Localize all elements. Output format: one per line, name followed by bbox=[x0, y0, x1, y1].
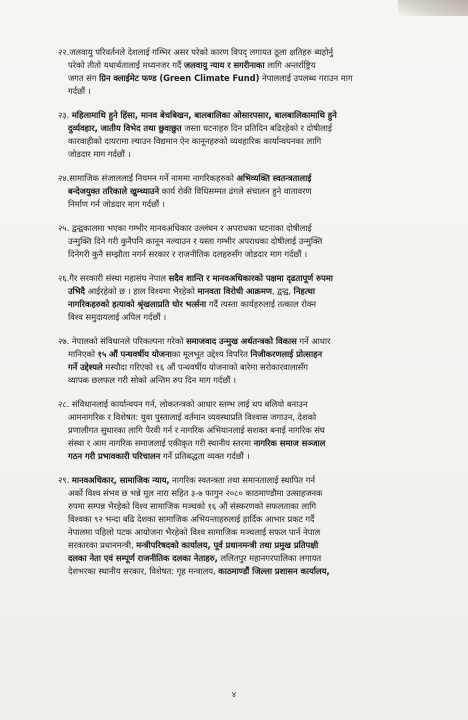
paragraph-line bbox=[58, 72, 438, 85]
text: जस्ता घटनाहरु दिन प्रतिदिन बढिरहेको र दोषीलाई bbox=[181, 123, 332, 133]
paragraph-line bbox=[58, 474, 438, 487]
text: २५. द्वन्द्वकालमा भएका गम्भीर मानवअधिकार उल्लंघन र अपराधका घटनाका दोषीलाई bbox=[58, 223, 312, 233]
paragraph-line bbox=[58, 109, 438, 122]
paragraph-line bbox=[58, 539, 438, 552]
text: जोडदार माग गर्दछौं । bbox=[68, 149, 131, 159]
text: २२.जलवायु परिवर्तनले देशलाई गम्भिर असर परेको कारण विपद् लगायत ठूला क्षतिहरु ब्यहोर्नु bbox=[58, 47, 333, 57]
text: २९. bbox=[58, 475, 72, 485]
bold-text: निहत्था bbox=[293, 286, 315, 296]
text: प्रणालीगत सुधारका लागि पैरवी गर्न र नागरिक अभियानलाई सशक्त बनाई नागरिक संघ bbox=[68, 425, 325, 435]
text: कारवाहीको दायरामा ल्याउन विद्यमान ऐन कानूनहरुको व्यवहारिक कार्यान्वयनका लागि bbox=[68, 136, 322, 146]
page-corner-shadow bbox=[398, 0, 468, 16]
text: उन्मुक्ति दिने गरी कुनैपनि कानून नल्याउन र यस्ता गम्भीर अपराधका दोषीलाई उन्मुक्ति bbox=[68, 236, 323, 246]
bold-text: मानवता विरोधी आक्रमण bbox=[197, 286, 272, 296]
bold-text: १५ औं पन्धवर्षीय योजना bbox=[97, 349, 172, 359]
text: आमनागरिक र विशेषत: युवा पुस्तालाई वर्तमान व्यवस्थाप्रति विश्वास जगाउन, देशको bbox=[68, 412, 317, 422]
text: नेपाललाई उपलब्ध गराउन माग bbox=[259, 73, 353, 83]
text: परेको तीतो यथार्थतालाई मध्यनजर गर्दै bbox=[68, 60, 184, 70]
page-content bbox=[58, 46, 438, 578]
paragraph-line bbox=[58, 222, 438, 235]
paragraph-line bbox=[58, 374, 438, 387]
paragraph-line bbox=[58, 248, 438, 261]
text: विश्व समुदायलाई अपिल गर्दछौं । bbox=[68, 312, 167, 322]
bold-text: जलवायु न्याय र सगरीनाका bbox=[183, 60, 265, 70]
paragraph-line bbox=[58, 335, 438, 348]
paragraph-line bbox=[58, 148, 438, 161]
text: आईरहेको छ । हाल विश्वमा भैरहेको bbox=[84, 286, 198, 296]
bold-text: नागरिकहरुको हत्याको श्रृंखलाप्रति घोर भर्त्सना bbox=[68, 299, 207, 309]
paragraph-25 bbox=[58, 222, 438, 261]
text: २८. संविधानलाई कार्यान्वयन गर्न, लोकतन्त्रको आधार स्तम्भ लाई थप बलियो बनाउन bbox=[58, 399, 308, 409]
text: विश्वका ९२ भन्दा बढि देशका सामाजिक अभियन्ताहरुलाई हार्दिक आभार प्रकट गर्दै bbox=[68, 514, 315, 524]
paragraph-line bbox=[58, 285, 438, 298]
paragraph-26 bbox=[58, 272, 438, 324]
text: ललितपुर महानगरपालिका लगायत bbox=[217, 553, 322, 563]
text: गर्ने आधार bbox=[296, 336, 331, 346]
text: गर्ने प्रतिबद्धता व्यक्त गर्दछौं । bbox=[160, 451, 250, 461]
text: २७. नेपालको संविधानले परिकल्पना गरेको bbox=[58, 336, 187, 346]
paragraph-23 bbox=[58, 109, 438, 161]
text: गर्दै त्यस्ता कार्यहरुलाई तत्काल रोक्न bbox=[206, 299, 316, 309]
paragraph-line bbox=[58, 526, 438, 539]
paragraph-line bbox=[58, 298, 438, 311]
paragraph-line bbox=[58, 450, 438, 463]
bold-text: दुर्व्यवहार, जातीय विभेद तथा छुवाछुत bbox=[68, 123, 182, 133]
paragraph-line bbox=[58, 235, 438, 248]
paragraph-line bbox=[58, 437, 438, 450]
text: नेपालमा पहिलो पटक आयोजना भैरहेको विश्व सामाजिक मञ्चलाई सफल पार्न नेपाल bbox=[68, 527, 321, 537]
paragraph-22 bbox=[58, 46, 438, 98]
bold-text: बन्देजयुक्त तरिकाले खुम्च्याउने bbox=[68, 186, 160, 196]
bold-text: समाजवाद उन्मुख अर्थतन्त्रको विकास bbox=[186, 336, 297, 346]
paragraph-29 bbox=[58, 474, 438, 578]
bold-text: महिलामाथि हुने हिंसा, मानव बेचबिखन, बालबालिका ओसारपसार, बालबालिकामाथि हुने bbox=[71, 110, 337, 120]
bold-text: उभिदै bbox=[68, 286, 85, 296]
bold-text: गर्ने उद्देश्यले bbox=[68, 362, 103, 372]
paragraph-27 bbox=[58, 335, 438, 387]
paragraph-line bbox=[58, 411, 438, 424]
text: का मूलभूत उद्देश्य विपरित bbox=[171, 349, 251, 359]
text: संस्था र आम नागरिक समाजलाई एकीकृत गरी स्थानीय स्तरमा bbox=[68, 438, 254, 448]
bold-text: दलका नेता एवं सम्पूर्ण राजनीतिक दलका नेताहरु, bbox=[68, 553, 218, 563]
text: २३. bbox=[58, 110, 72, 120]
bold-text: निजीकरणलाई प्रोत्साहन bbox=[250, 349, 323, 359]
text: गर्दछौं । bbox=[68, 86, 91, 96]
bold-text: सदैव शान्ति र मानवअधिकारको पक्षमा दृढतापूर्ण रुपमा bbox=[168, 273, 333, 283]
paragraph-line bbox=[58, 565, 438, 578]
paragraph-line bbox=[58, 552, 438, 565]
text: मस्यौदा गरिएको १६ औं पन्धवर्षीय योजनाको बारेमा सरोकारवालासँग bbox=[102, 362, 308, 372]
paragraph-line bbox=[58, 272, 438, 285]
paragraph-line bbox=[58, 500, 438, 513]
bold-text: अभिव्यक्ति स्वतन्त्रतालाई bbox=[236, 173, 312, 183]
text: नागरिक स्वतन्त्रता तथा समानतालाई स्थापित गर्न bbox=[169, 475, 315, 485]
text: अर्को विश्व संभव छ भन्ने मूल नारा सहित ३-७ फागुन २०८० काठमाण्डौमा उत्साहजनक bbox=[68, 488, 323, 498]
paragraph-line bbox=[58, 398, 438, 411]
text: जगत संग bbox=[68, 73, 100, 83]
page-number: ४ bbox=[231, 690, 237, 699]
bold-text: मानवअधिकार, सामाजिक न्याय, bbox=[71, 475, 170, 485]
paragraph-line bbox=[58, 513, 438, 526]
bold-text: मन्त्रीपरिषदको कार्यालय, पूर्व प्रधानमन्त्री तथा प्रमुख प्रतिपक्षी bbox=[136, 540, 319, 550]
paragraph-line bbox=[58, 185, 438, 198]
paragraph-line bbox=[58, 46, 438, 59]
text: निर्माण गर्न जोडदार माग गर्दछौं । bbox=[68, 199, 165, 209]
text: व्यापक छलफल गरी सोको अन्तिम रुप दिन माग गर्दछौं । bbox=[68, 375, 237, 385]
text: दिनेगरी कुनै सम्झौता नगर्न सरकार र राजनीतिक दलहरुसँग जोडदार माग गर्दछौं । bbox=[68, 249, 308, 259]
paragraph-line bbox=[58, 487, 438, 500]
text: रुपमा सम्पन्न भैरहेको विश्व सामाजिक मञ्चको १६ औं संस्करणको सफलताका लागि bbox=[68, 501, 317, 511]
paragraph-line bbox=[58, 198, 438, 211]
text: कार्य रोकी विधिसम्मत ढंगले संचालन हुने वातावरण bbox=[159, 186, 312, 196]
text: लागि अन्तर्राष्ट्रिय bbox=[264, 60, 316, 70]
bold-text: नागरिक समाज सञ्जाल bbox=[253, 438, 326, 448]
paragraph-line bbox=[58, 361, 438, 374]
bold-text: ग्रिन क्लाईमेट फण्ड (Green Climate Fund) bbox=[99, 73, 260, 83]
text: मानिएको bbox=[68, 349, 98, 359]
paragraph-line bbox=[58, 85, 438, 98]
paragraph-28 bbox=[58, 398, 438, 463]
paragraph-line bbox=[58, 424, 438, 437]
paragraph-line bbox=[58, 59, 438, 72]
paragraph-line bbox=[58, 135, 438, 148]
text: , द्वन्द्व, bbox=[271, 286, 294, 296]
paragraph-line bbox=[58, 311, 438, 324]
bold-text: काठमाण्डौं जिल्ला प्रशासन कार्यालय, bbox=[218, 566, 330, 576]
text: सरकारका प्रधानमन्त्री, bbox=[68, 540, 137, 550]
text: २४.सामाजिक संजाललाई नियमन गर्ने नाममा नागरिकहरुको bbox=[58, 173, 237, 183]
paragraph-line bbox=[58, 122, 438, 135]
bold-text: गठन गरी प्रभावकारी परिचालन bbox=[68, 451, 161, 461]
text: २६.गैर सरकारी संस्था महासंघ नेपाल bbox=[58, 273, 169, 283]
text: देशभरका स्थानीय सरकार, विशेषत: गृह मन्त्रालय, bbox=[68, 566, 219, 576]
paragraph-line bbox=[58, 172, 438, 185]
paragraph-24 bbox=[58, 172, 438, 211]
paragraph-line bbox=[58, 348, 438, 361]
